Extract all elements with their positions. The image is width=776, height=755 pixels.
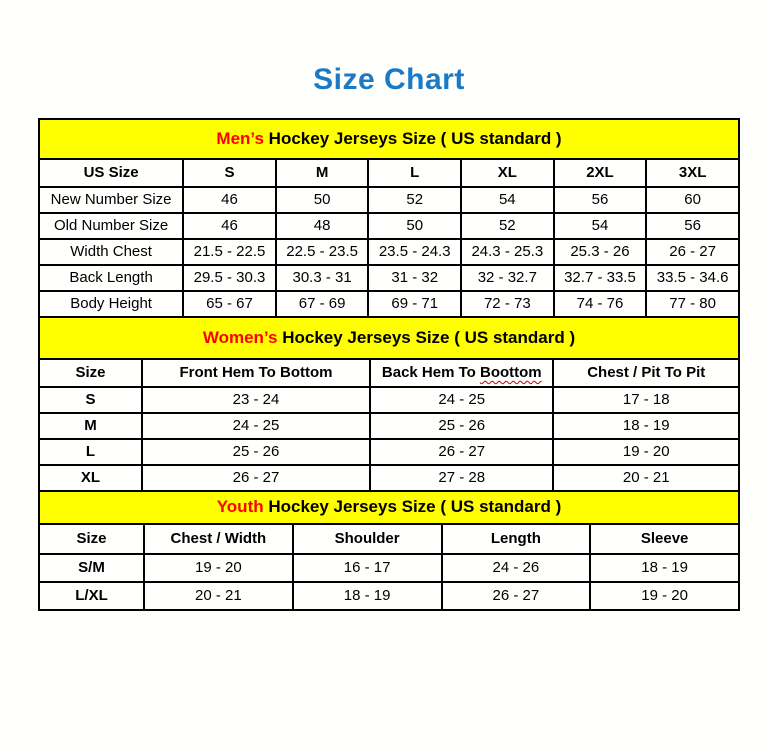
size-cell: 25.3 - 26 <box>554 239 647 265</box>
womens-size-table <box>38 316 740 492</box>
size-cell: 18 - 19 <box>293 582 442 610</box>
size-cell: 27 - 28 <box>370 465 553 491</box>
size-cell: 52 <box>461 213 554 239</box>
womens-header-row <box>39 359 739 387</box>
size-cell: 32 - 32.7 <box>461 265 554 291</box>
size-cell: 23.5 - 24.3 <box>368 239 461 265</box>
womens-col-header: Size <box>39 359 142 387</box>
size-cell: 18 - 19 <box>553 413 739 439</box>
row-label: S <box>39 387 142 413</box>
mens-row-body-height <box>39 291 739 317</box>
size-cell: 25 - 26 <box>370 413 553 439</box>
size-cell: 48 <box>276 213 369 239</box>
youth-row-sm <box>39 554 739 582</box>
size-cell: 33.5 - 34.6 <box>646 265 739 291</box>
womens-col-header: Front Hem To Bottom <box>142 359 370 387</box>
youth-size-table <box>38 490 740 611</box>
mens-col-header: 2XL <box>554 159 647 187</box>
size-cell: 18 - 19 <box>590 554 739 582</box>
size-cell: 65 - 67 <box>183 291 276 317</box>
size-cell: 19 - 20 <box>553 439 739 465</box>
mens-col-header: L <box>368 159 461 187</box>
youth-row-lxl <box>39 582 739 610</box>
size-cell: 24 - 25 <box>370 387 553 413</box>
womens-col-header <box>370 359 553 387</box>
size-chart-page <box>0 63 776 611</box>
size-cell: 77 - 80 <box>646 291 739 317</box>
womens-section-title-highlight: Women’s <box>202 327 278 347</box>
mens-row-new-number-size <box>39 187 739 213</box>
mens-row-old-number-size <box>39 213 739 239</box>
mens-section-title-rest: Hockey Jerseys Size ( US standard ) <box>263 128 562 148</box>
womens-row-l <box>39 439 739 465</box>
row-label: New Number Size <box>39 187 183 213</box>
size-cell: 24 - 25 <box>142 413 370 439</box>
row-label: L <box>39 439 142 465</box>
size-cell: 54 <box>461 187 554 213</box>
youth-col-header: Sleeve <box>590 524 739 554</box>
size-cell: 16 - 17 <box>293 554 442 582</box>
row-label: Width Chest <box>39 239 183 265</box>
womens-section-title-rest: Hockey Jerseys Size ( US standard ) <box>277 327 576 347</box>
mens-col-header: 3XL <box>646 159 739 187</box>
size-cell: 26 - 27 <box>370 439 553 465</box>
row-label: L/XL <box>39 582 144 610</box>
womens-row-xl <box>39 465 739 491</box>
size-cell: 54 <box>554 213 647 239</box>
size-cell: 24 - 26 <box>442 554 591 582</box>
size-cell: 19 - 20 <box>144 554 293 582</box>
youth-col-header: Shoulder <box>293 524 442 554</box>
size-cell: 26 - 27 <box>646 239 739 265</box>
size-cell: 46 <box>183 213 276 239</box>
row-label: M <box>39 413 142 439</box>
size-cell: 60 <box>646 187 739 213</box>
womens-section-title <box>39 317 739 359</box>
size-cell: 56 <box>646 213 739 239</box>
size-cell: 52 <box>368 187 461 213</box>
youth-col-header: Chest / Width <box>144 524 293 554</box>
size-cell: 69 - 71 <box>368 291 461 317</box>
size-cell: 29.5 - 30.3 <box>183 265 276 291</box>
size-cell: 23 - 24 <box>142 387 370 413</box>
size-cell: 31 - 32 <box>368 265 461 291</box>
misspelled-word-squiggle: Boottom <box>479 363 542 381</box>
row-label: Back Length <box>39 265 183 291</box>
youth-col-header: Length <box>442 524 591 554</box>
size-cell: 74 - 76 <box>554 291 647 317</box>
row-label: Old Number Size <box>39 213 183 239</box>
mens-col-header: S <box>183 159 276 187</box>
size-cell: 20 - 21 <box>144 582 293 610</box>
row-label: XL <box>39 465 142 491</box>
mens-col-header: M <box>276 159 369 187</box>
mens-header-row <box>39 159 739 187</box>
mens-row-width-chest <box>39 239 739 265</box>
youth-section-title-rest: Hockey Jerseys Size ( US standard ) <box>263 497 562 517</box>
mens-col-header: US Size <box>39 159 183 187</box>
size-cell: 67 - 69 <box>276 291 369 317</box>
row-label: S/M <box>39 554 144 582</box>
mens-col-header: XL <box>461 159 554 187</box>
size-cell: 26 - 27 <box>442 582 591 610</box>
size-cell: 56 <box>554 187 647 213</box>
row-label: Body Height <box>39 291 183 317</box>
mens-size-table <box>38 118 740 318</box>
size-cell: 26 - 27 <box>142 465 370 491</box>
mens-section-band <box>39 119 739 159</box>
womens-section-band <box>39 317 739 359</box>
youth-section-title <box>39 491 739 524</box>
size-cell: 50 <box>368 213 461 239</box>
size-cell: 17 - 18 <box>553 387 739 413</box>
womens-row-m <box>39 413 739 439</box>
mens-row-back-length <box>39 265 739 291</box>
size-cell: 22.5 - 23.5 <box>276 239 369 265</box>
size-cell: 50 <box>276 187 369 213</box>
size-cell: 21.5 - 22.5 <box>183 239 276 265</box>
size-cell: 19 - 20 <box>590 582 739 610</box>
mens-section-title-highlight: Men’s <box>216 128 264 148</box>
size-cell: 32.7 - 33.5 <box>554 265 647 291</box>
youth-section-band <box>39 491 739 524</box>
youth-section-title-highlight: Youth <box>216 497 264 517</box>
youth-header-row <box>39 524 739 554</box>
youth-col-header: Size <box>39 524 144 554</box>
size-cell: 46 <box>183 187 276 213</box>
mens-section-title <box>39 119 739 159</box>
page-title: Size Chart <box>313 63 465 96</box>
size-cell: 25 - 26 <box>142 439 370 465</box>
size-cell: 30.3 - 31 <box>276 265 369 291</box>
womens-col-header-text: Back Hem To <box>381 363 480 381</box>
size-cell: 20 - 21 <box>553 465 739 491</box>
womens-row-s <box>39 387 739 413</box>
womens-col-header: Chest / Pit To Pit <box>553 359 739 387</box>
size-cell: 72 - 73 <box>461 291 554 317</box>
size-cell: 24.3 - 25.3 <box>461 239 554 265</box>
